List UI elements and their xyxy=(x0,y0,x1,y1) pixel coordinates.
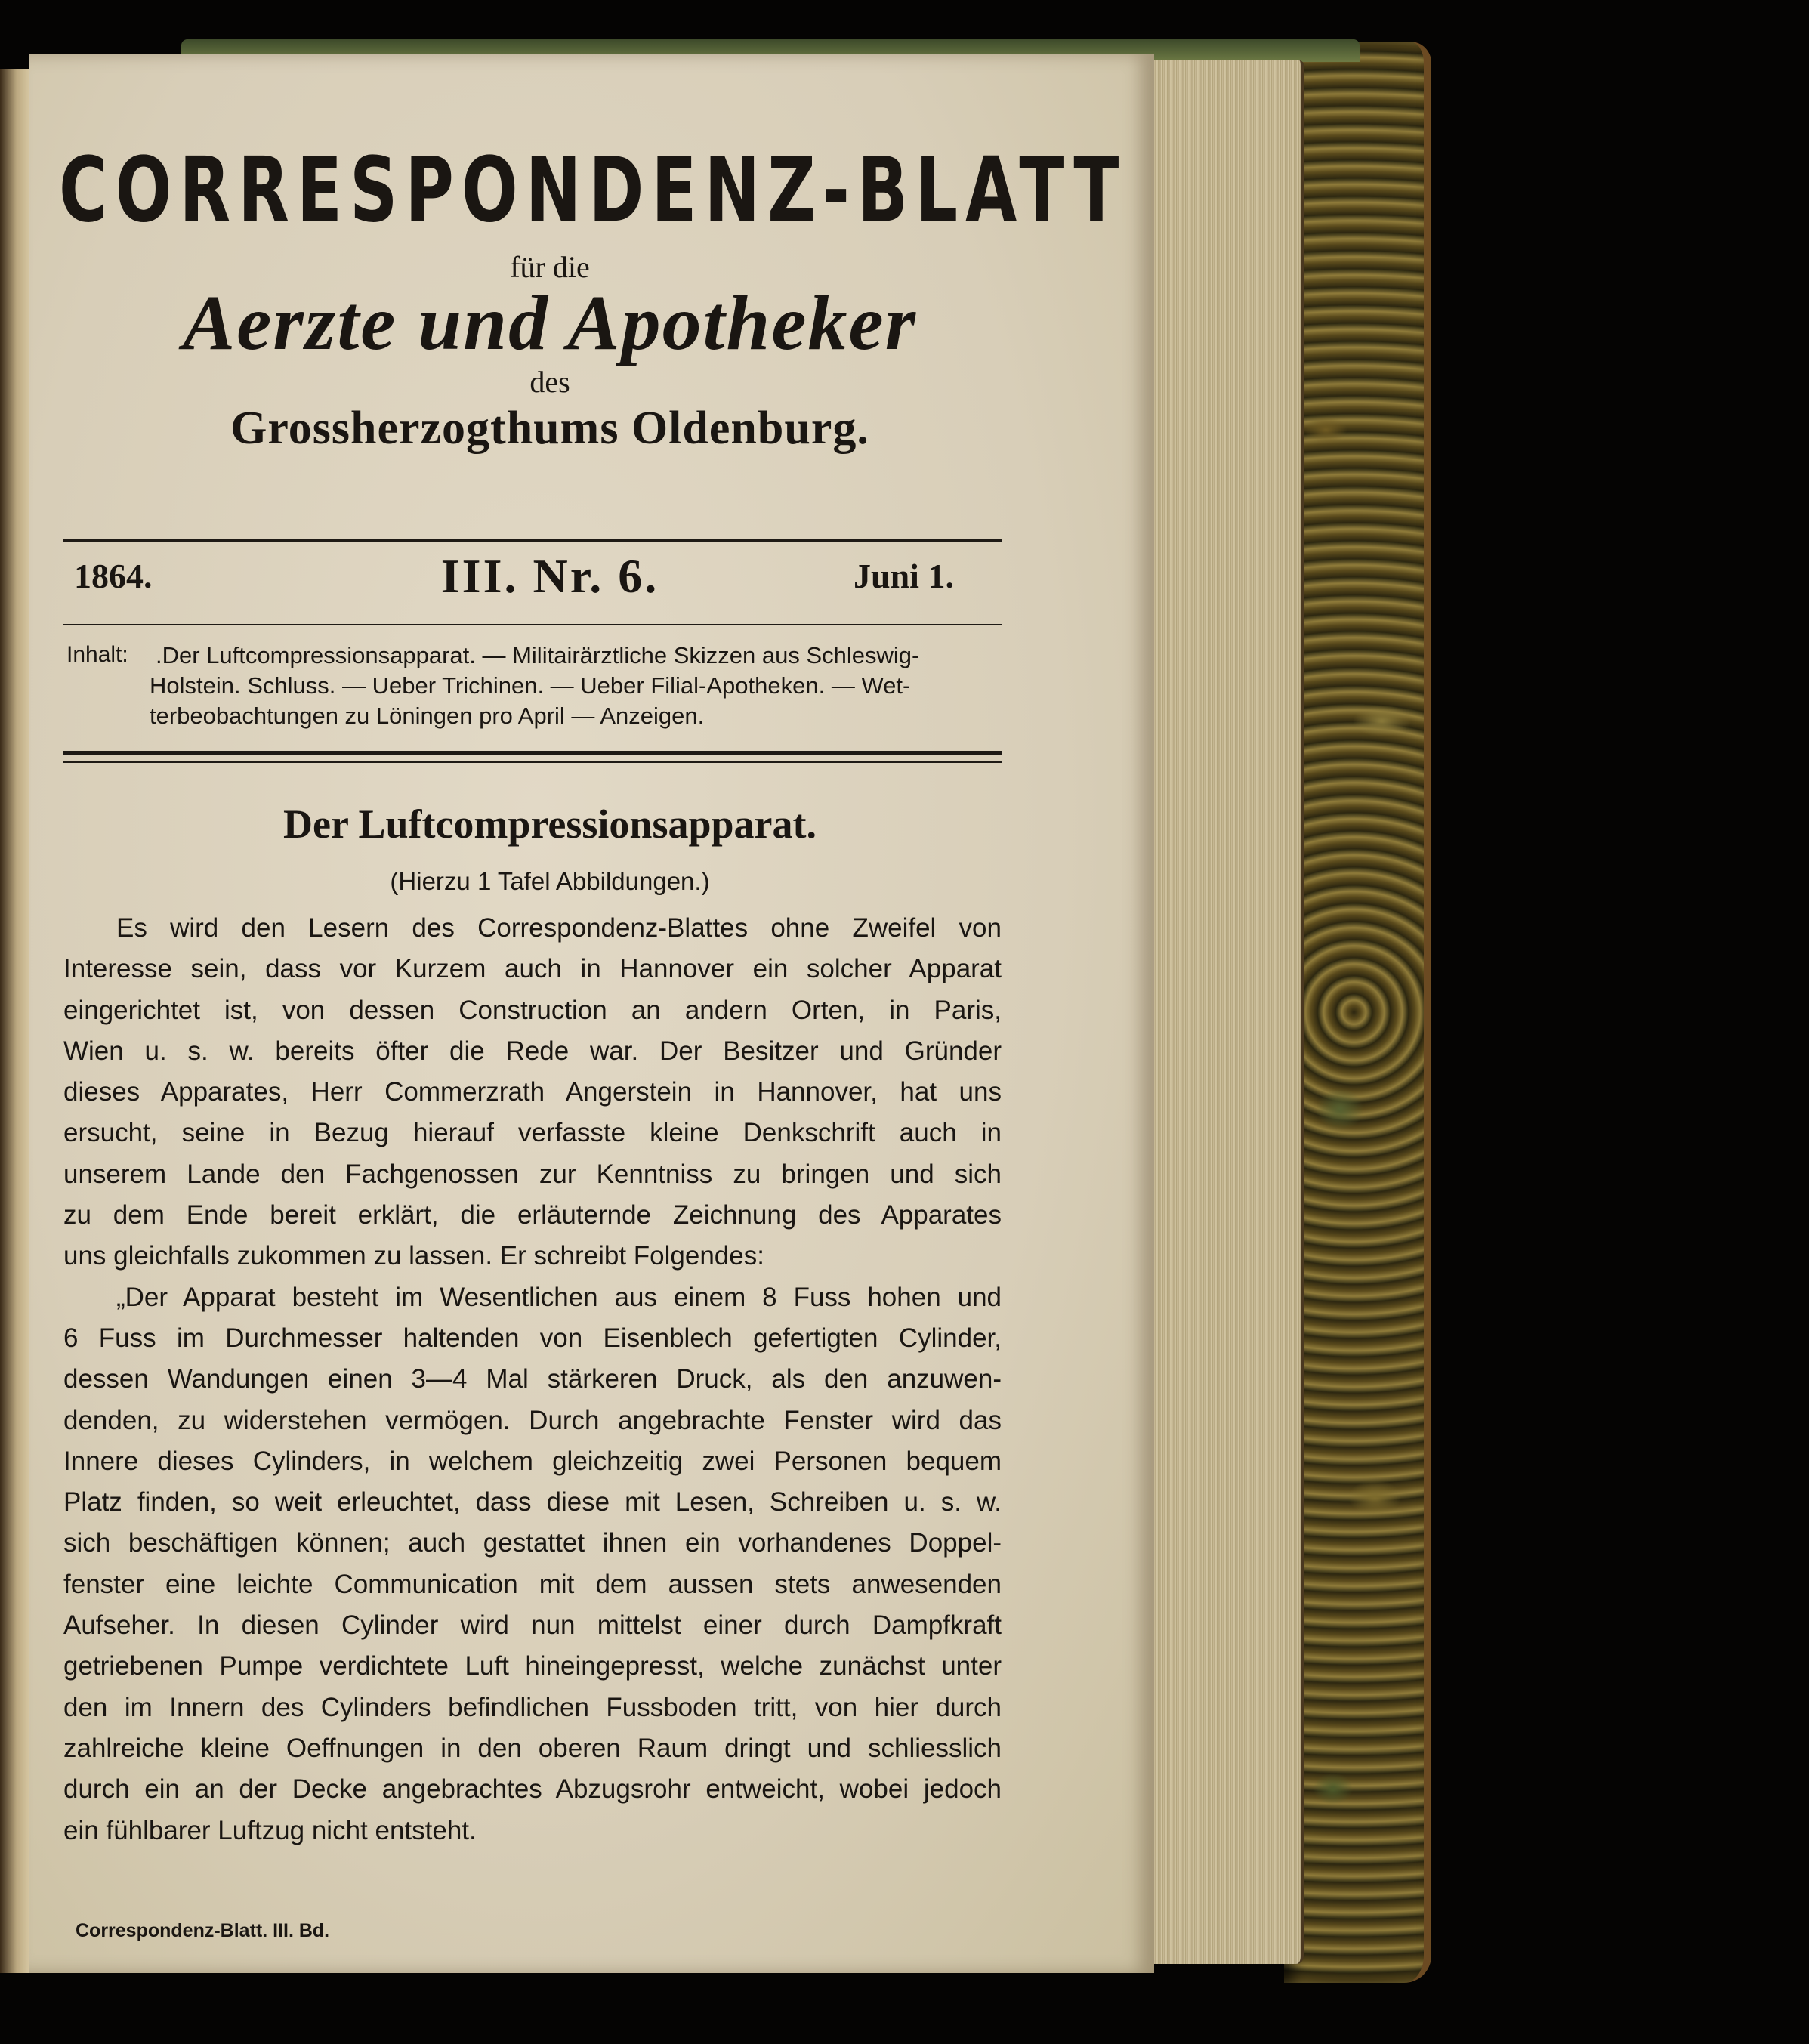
body-line: Aufseher. In diesen Cylinder wird nun mittelst einer durch Dampfkraft xyxy=(63,1610,1002,1641)
document-page xyxy=(29,54,1154,1973)
body-line: ein fühlbarer Luftzug nicht entsteht. xyxy=(63,1815,477,1845)
issue-year: 1864. xyxy=(74,557,153,595)
masthead-title: CORRESPONDENZ-BLATT xyxy=(59,137,1127,243)
footer-signature: Correspondenz-Blatt. III. Bd. xyxy=(76,1920,330,1941)
issue-date: Juni 1. xyxy=(854,557,954,595)
body-line: zu dem Ende bereit erklärt, die erläuternde Zeichnung des Apparates xyxy=(63,1200,1002,1230)
previous-page-edge xyxy=(0,69,32,1973)
issue-number: III. Nr. 6. xyxy=(440,549,659,603)
body-line: getriebenen Pumpe verdichtete Luft hineingepresst, welche zunächst unter xyxy=(63,1651,1002,1681)
rule-double-bottom xyxy=(63,761,1002,763)
masthead-aerzte-und-apotheker: Aerzte und Apotheker xyxy=(182,279,918,366)
body-line: denden, zu widerstehen vermögen. Durch angebrachte Fenster wird das xyxy=(63,1405,1002,1435)
body-line: ersucht, seine in Bezug hierauf verfasste kleine Denkschrift auch in xyxy=(63,1118,1002,1148)
body-line: den im Innern des Cylinders befindlichen Fussboden tritt, von hier durch xyxy=(63,1692,1002,1722)
page-edges xyxy=(1150,60,1304,1964)
body-line: „Der Apparat besteht im Wesentlichen aus einem 8 Fuss hohen und xyxy=(116,1282,1002,1312)
body-line: uns gleichfalls zukommen zu lassen. Er schreibt Folgendes: xyxy=(63,1241,764,1271)
body-line: fenster eine leichte Communication mit dem aussen stets anwesenden xyxy=(63,1569,1002,1599)
contents-line: Holstein. Schluss. — Ueber Trichinen. — Ueber Filial-Apotheken. — Wet- xyxy=(150,672,911,699)
rule-top xyxy=(63,539,1002,542)
masthead-fuer-die: für die xyxy=(510,250,590,284)
body-line: unserem Lande den Fachgenossen zur Kenntniss zu bringen und sich xyxy=(63,1159,1002,1189)
article-subtitle: (Hierzu 1 Tafel Abbildungen.) xyxy=(390,867,710,895)
body-line: zahlreiche kleine Oeffnungen in den oberen Raum dringt und schliesslich xyxy=(63,1733,1002,1763)
body-line: Es wird den Lesern des Correspondenz-Blattes ohne Zweifel von xyxy=(116,913,1002,943)
body-line: eingerichtet ist, von dessen Construction an andern Orten, in Paris, xyxy=(63,995,1002,1025)
body-line: durch ein an der Decke angebrachtes Abzugsrohr entweicht, wobei jedoch xyxy=(63,1774,1002,1805)
contents-label: Inhalt: xyxy=(66,642,128,667)
rule-mid xyxy=(63,624,1002,625)
body-line: dieses Apparates, Herr Commerzrath Angerstein in Hannover, hat uns xyxy=(63,1077,1002,1107)
masthead-region: Grossherzogthums Oldenburg. xyxy=(230,403,869,454)
article-body xyxy=(63,908,1002,1851)
body-line: sich beschäftigen können; auch gestattet ihnen ein vorhandenes Doppel- xyxy=(63,1528,1002,1558)
contents-line: .Der Luftcompressionsapparat. — Militairärztliche Skizzen aus Schleswig- xyxy=(156,642,920,668)
rule-double-top xyxy=(63,751,1002,755)
body-line: Wien u. s. w. bereits öfter die Rede war. Der Besitzer und Gründer xyxy=(63,1036,1002,1066)
article-title: Der Luftcompressionsapparat. xyxy=(282,801,817,847)
body-line: Platz finden, so weit erleuchtet, dass diese mit Lesen, Schreiben u. s. w. xyxy=(63,1487,1002,1518)
book-cover-marbled xyxy=(1284,42,1431,1983)
masthead-des: des xyxy=(529,365,570,399)
body-line: dessen Wandungen einen 3—4 Mal stärkeren Druck, als den anzuwen- xyxy=(63,1364,1002,1394)
body-line: Innere dieses Cylinders, in welchem gleichzeitig zwei Personen bequem xyxy=(63,1446,1002,1476)
contents-line: terbeobachtungen zu Löningen pro April — Anzeigen. xyxy=(150,702,705,729)
body-line: Interesse sein, dass vor Kurzem auch in Hannover ein solcher Apparat xyxy=(63,954,1002,984)
body-line: 6 Fuss im Durchmesser haltenden von Eisenblech gefertigten Cylinder, xyxy=(63,1323,1002,1353)
